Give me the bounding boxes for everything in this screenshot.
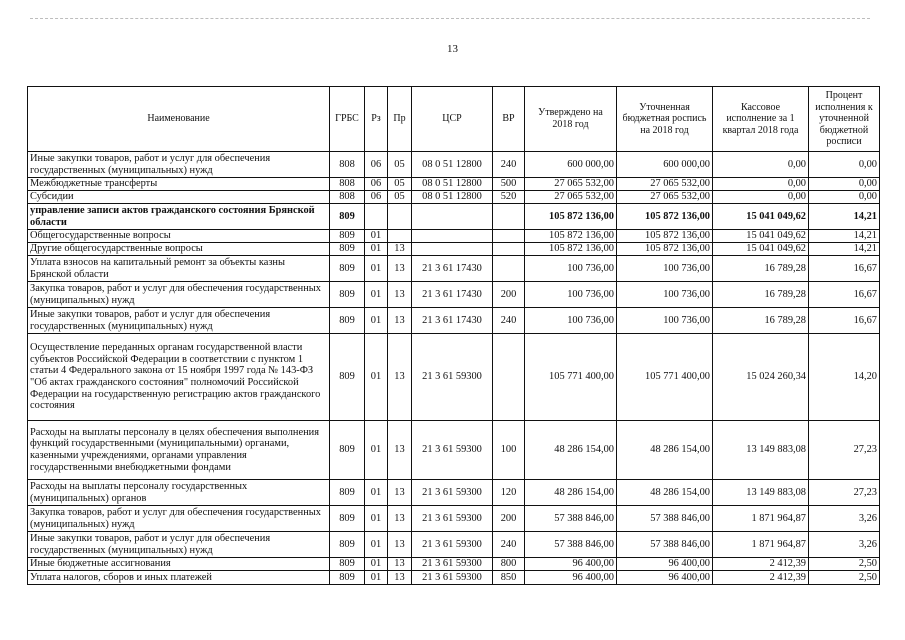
row-cash: 0,00: [713, 178, 809, 191]
row-grbs: 809: [330, 230, 365, 243]
row-rz: 01: [365, 308, 388, 334]
row-rz: 01: [365, 230, 388, 243]
row-percent: 16,67: [809, 256, 880, 282]
row-refined: 105 771 400,00: [617, 334, 713, 421]
row-grbs: 809: [330, 532, 365, 558]
row-vr: 200: [493, 282, 525, 308]
row-vr: 500: [493, 178, 525, 191]
budget-execution-table: [27, 86, 880, 585]
row-pr: 13: [388, 308, 412, 334]
row-percent: 16,67: [809, 308, 880, 334]
row-csr: 21 3 61 17430: [412, 282, 493, 308]
row-rz: 01: [365, 532, 388, 558]
row-refined: 48 286 154,00: [617, 421, 713, 480]
row-csr: [412, 230, 493, 243]
header-grbs: ГРБС: [330, 87, 365, 152]
row-percent: 16,67: [809, 282, 880, 308]
row-pr: 13: [388, 558, 412, 571]
row-percent: 14,20: [809, 334, 880, 421]
row-approved: 96 400,00: [525, 558, 617, 571]
row-cash: 1 871 964,87: [713, 532, 809, 558]
row-percent: 0,00: [809, 191, 880, 204]
row-refined: 96 400,00: [617, 558, 713, 571]
header-percent: Процент исполнения к уточненной бюджетной росписи: [809, 87, 880, 152]
row-grbs: 809: [330, 282, 365, 308]
row-cash: 16 789,28: [713, 282, 809, 308]
row-refined: 57 388 846,00: [617, 532, 713, 558]
row-refined: 48 286 154,00: [617, 480, 713, 506]
row-approved: 105 872 136,00: [525, 243, 617, 256]
row-pr: 05: [388, 178, 412, 191]
row-rz: 01: [365, 256, 388, 282]
row-vr: 100: [493, 421, 525, 480]
row-name: Иные закупки товаров, работ и услуг для обеспечения государственных (муниципальных) нужд: [28, 532, 330, 558]
table-row: [28, 571, 880, 585]
row-pr: 05: [388, 191, 412, 204]
row-percent: 27,23: [809, 480, 880, 506]
row-grbs: 809: [330, 558, 365, 571]
row-name: Уплата налогов, сборов и иных платежей: [28, 571, 330, 585]
row-cash: 1 871 964,87: [713, 506, 809, 532]
row-name: Иные закупки товаров, работ и услуг для обеспечения государственных (муниципальных) нужд: [28, 308, 330, 334]
row-grbs: 809: [330, 506, 365, 532]
row-pr: [388, 230, 412, 243]
row-csr: [412, 204, 493, 230]
table-body: [28, 152, 880, 585]
row-csr: [412, 243, 493, 256]
row-vr: 120: [493, 480, 525, 506]
row-approved: 96 400,00: [525, 571, 617, 585]
row-rz: 06: [365, 178, 388, 191]
row-grbs: 808: [330, 178, 365, 191]
row-name: Расходы на выплаты персоналу в целях обеспечения выполнения функций государственными (муниципальными) органами, казенными учреждениями, органами управления государственными внебюджетными фондами: [28, 421, 330, 480]
row-pr: 13: [388, 532, 412, 558]
row-cash: 16 789,28: [713, 256, 809, 282]
table-row: [28, 558, 880, 571]
table-row: [28, 204, 880, 230]
row-grbs: 809: [330, 421, 365, 480]
row-name: Иные бюджетные ассигнования: [28, 558, 330, 571]
row-name: Осуществление переданных органам государственной власти субъектов Российской Федерации в соответствии с пунктом 1 статьи 4 Федерального закона от 15 ноября 1997 года № 143-ФЗ "Об актах гражданского состояния" полномочий Российской Федерации на государственную регистрацию актов гражданского состояния: [28, 334, 330, 421]
row-rz: 01: [365, 421, 388, 480]
row-pr: 13: [388, 243, 412, 256]
row-percent: 0,00: [809, 178, 880, 191]
row-rz: 01: [365, 480, 388, 506]
row-vr: 240: [493, 152, 525, 178]
row-refined: 100 736,00: [617, 308, 713, 334]
row-approved: 100 736,00: [525, 256, 617, 282]
row-vr: 200: [493, 506, 525, 532]
row-approved: 57 388 846,00: [525, 506, 617, 532]
row-vr: 240: [493, 308, 525, 334]
table-row: [28, 178, 880, 191]
row-approved: 48 286 154,00: [525, 480, 617, 506]
header-vr: ВР: [493, 87, 525, 152]
row-percent: 2,50: [809, 558, 880, 571]
row-percent: 2,50: [809, 571, 880, 585]
table-row: [28, 532, 880, 558]
row-name: Закупка товаров, работ и услуг для обеспечения государственных (муниципальных) нужд: [28, 282, 330, 308]
header-rz: Рз: [365, 87, 388, 152]
row-rz: 06: [365, 152, 388, 178]
row-rz: 01: [365, 558, 388, 571]
table-row: [28, 334, 880, 421]
row-pr: 05: [388, 152, 412, 178]
row-cash: 0,00: [713, 191, 809, 204]
row-grbs: 809: [330, 334, 365, 421]
row-cash: 13 149 883,08: [713, 480, 809, 506]
row-name: Другие общегосударственные вопросы: [28, 243, 330, 256]
row-name: Закупка товаров, работ и услуг для обеспечения государственных (муниципальных) нужд: [28, 506, 330, 532]
row-approved: 57 388 846,00: [525, 532, 617, 558]
table-row: [28, 506, 880, 532]
row-cash: 13 149 883,08: [713, 421, 809, 480]
row-rz: 01: [365, 506, 388, 532]
row-rz: 01: [365, 571, 388, 585]
table-row: [28, 480, 880, 506]
row-refined: 27 065 532,00: [617, 191, 713, 204]
table-header-row: [28, 87, 880, 152]
row-cash: 15 024 260,34: [713, 334, 809, 421]
row-pr: 13: [388, 421, 412, 480]
row-refined: 105 872 136,00: [617, 243, 713, 256]
row-grbs: 809: [330, 204, 365, 230]
row-rz: 01: [365, 334, 388, 421]
row-name: Субсидии: [28, 191, 330, 204]
row-approved: 105 872 136,00: [525, 230, 617, 243]
row-grbs: 808: [330, 152, 365, 178]
row-csr: 08 0 51 12800: [412, 152, 493, 178]
header-refined: Уточненная бюджетная роспись на 2018 год: [617, 87, 713, 152]
table-row: [28, 230, 880, 243]
header-csr: ЦСР: [412, 87, 493, 152]
row-approved: 105 771 400,00: [525, 334, 617, 421]
row-grbs: 809: [330, 256, 365, 282]
row-csr: 21 3 61 59300: [412, 421, 493, 480]
row-approved: 27 065 532,00: [525, 191, 617, 204]
table-row: [28, 191, 880, 204]
row-vr: 850: [493, 571, 525, 585]
row-pr: [388, 204, 412, 230]
row-percent: 3,26: [809, 532, 880, 558]
row-vr: [493, 204, 525, 230]
row-grbs: 809: [330, 571, 365, 585]
table-row: [28, 421, 880, 480]
row-csr: 21 3 61 59300: [412, 334, 493, 421]
row-pr: 13: [388, 256, 412, 282]
table-row: [28, 256, 880, 282]
top-scan-line: [30, 18, 870, 19]
row-grbs: 809: [330, 243, 365, 256]
row-pr: 13: [388, 334, 412, 421]
row-approved: 48 286 154,00: [525, 421, 617, 480]
row-percent: 27,23: [809, 421, 880, 480]
row-percent: 14,21: [809, 204, 880, 230]
row-vr: 520: [493, 191, 525, 204]
row-pr: 13: [388, 480, 412, 506]
row-cash: 15 041 049,62: [713, 243, 809, 256]
row-grbs: 808: [330, 191, 365, 204]
row-refined: 105 872 136,00: [617, 230, 713, 243]
row-approved: 100 736,00: [525, 308, 617, 334]
row-vr: [493, 230, 525, 243]
row-refined: 57 388 846,00: [617, 506, 713, 532]
row-pr: 13: [388, 571, 412, 585]
row-cash: 15 041 049,62: [713, 230, 809, 243]
row-approved: 600 000,00: [525, 152, 617, 178]
row-rz: 01: [365, 282, 388, 308]
row-name: Расходы на выплаты персоналу государственных (муниципальных) органов: [28, 480, 330, 506]
header-pr: Пр: [388, 87, 412, 152]
row-csr: 21 3 61 59300: [412, 571, 493, 585]
row-percent: 0,00: [809, 152, 880, 178]
row-pr: 13: [388, 282, 412, 308]
row-refined: 600 000,00: [617, 152, 713, 178]
row-vr: [493, 334, 525, 421]
table-row: [28, 282, 880, 308]
row-csr: 08 0 51 12800: [412, 191, 493, 204]
page-number: 13: [447, 43, 458, 55]
row-grbs: 809: [330, 480, 365, 506]
row-vr: 800: [493, 558, 525, 571]
row-csr: 21 3 61 17430: [412, 308, 493, 334]
row-pr: 13: [388, 506, 412, 532]
row-csr: 21 3 61 59300: [412, 506, 493, 532]
row-refined: 100 736,00: [617, 256, 713, 282]
row-percent: 14,21: [809, 243, 880, 256]
row-name: Иные закупки товаров, работ и услуг для обеспечения государственных (муниципальных) нужд: [28, 152, 330, 178]
row-name: Уплата взносов на капитальный ремонт за объекты казны Брянской области: [28, 256, 330, 282]
row-cash: 0,00: [713, 152, 809, 178]
row-vr: [493, 243, 525, 256]
row-rz: 01: [365, 243, 388, 256]
row-refined: 27 065 532,00: [617, 178, 713, 191]
row-percent: 14,21: [809, 230, 880, 243]
row-refined: 105 872 136,00: [617, 204, 713, 230]
row-grbs: 809: [330, 308, 365, 334]
row-vr: 240: [493, 532, 525, 558]
row-approved: 105 872 136,00: [525, 204, 617, 230]
row-name: Общегосударственные вопросы: [28, 230, 330, 243]
row-cash: 16 789,28: [713, 308, 809, 334]
row-name: Межбюджетные трансферты: [28, 178, 330, 191]
row-rz: [365, 204, 388, 230]
row-cash: 2 412,39: [713, 558, 809, 571]
header-name: Наименование: [28, 87, 330, 152]
row-vr: [493, 256, 525, 282]
row-approved: 100 736,00: [525, 282, 617, 308]
header-cash: Кассовое исполнение за 1 квартал 2018 года: [713, 87, 809, 152]
table-row: [28, 152, 880, 178]
row-refined: 96 400,00: [617, 571, 713, 585]
table-row: [28, 243, 880, 256]
row-cash: 2 412,39: [713, 571, 809, 585]
row-rz: 06: [365, 191, 388, 204]
row-approved: 27 065 532,00: [525, 178, 617, 191]
header-approved: Утверждено на 2018 год: [525, 87, 617, 152]
row-csr: 21 3 61 59300: [412, 532, 493, 558]
row-cash: 15 041 049,62: [713, 204, 809, 230]
row-csr: 21 3 61 59300: [412, 480, 493, 506]
row-csr: 21 3 61 17430: [412, 256, 493, 282]
row-csr: 08 0 51 12800: [412, 178, 493, 191]
row-csr: 21 3 61 59300: [412, 558, 493, 571]
row-name: управление записи актов гражданского состояния Брянской области: [28, 204, 330, 230]
table-row: [28, 308, 880, 334]
row-percent: 3,26: [809, 506, 880, 532]
row-refined: 100 736,00: [617, 282, 713, 308]
